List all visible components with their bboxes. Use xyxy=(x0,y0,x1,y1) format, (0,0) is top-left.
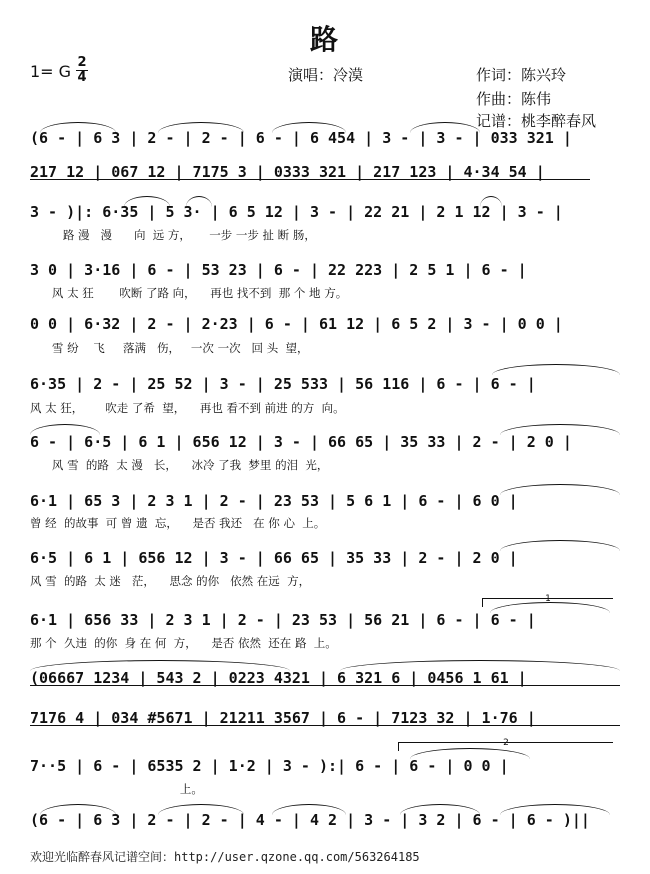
lyric-line-13: 上。 xyxy=(30,782,203,796)
tie-arc xyxy=(186,196,212,207)
footer-note: 欢迎光临醉春风记谱空间：http://user.qzone.qq.com/563264185 xyxy=(30,850,420,864)
score-line-5: 0 0 | 6·32 | 2 - | 2·23 | 6 - | 61 12 | 6 5 2 | 3 - | 0 0 | xyxy=(30,315,563,333)
score-line-10: 6·1 | 656 33 | 2 3 1 | 2 - | 23 53 | 56 21 | 6 - | 6 - | xyxy=(30,611,536,629)
lyric-line-6: 风 太 狂， 吹走 了希 望， 再也 看不到 前进 的方 向。 xyxy=(30,401,345,415)
volta-2-label: 2 xyxy=(503,738,509,748)
time-signature-top: 2 xyxy=(77,55,87,70)
tie-arc xyxy=(492,364,620,375)
tie-arc xyxy=(158,122,244,133)
score-line-14: (6 - | 6 3 | 2 - | 2 - | 4 - | 4 2 | 3 - | 3 2 | 6 - | 6 - )|| xyxy=(30,811,590,829)
lyricist-credit: 作词：陈兴玲 xyxy=(476,66,567,84)
lyric-line-5: 雪 纷 飞 落满 伤， 一次 一次 回 头 望， xyxy=(30,341,309,355)
tie-arc xyxy=(500,540,620,551)
key-signature: 1= G xyxy=(30,62,72,81)
lyric-line-4: 风 太 狂 吹断 了路 向， 再也 找不到 那 个 地 方。 xyxy=(30,286,348,300)
score-line-4: 3 0 | 3·16 | 6 - | 53 23 | 6 - | 22 223 | 2 5 1 | 6 - | xyxy=(30,261,527,279)
tie-arc xyxy=(40,122,116,133)
tie-arc xyxy=(480,196,502,207)
volta-1-label: 1 xyxy=(545,594,551,604)
tie-arc xyxy=(410,122,480,133)
tie-arc xyxy=(40,804,116,815)
score-line-12: 7176 4 | 034 #5671 | 21211 3567 | 6 - | 7123 32 | 1·76 | xyxy=(30,709,536,727)
tie-arc xyxy=(400,804,480,815)
score-line-2: 217 12 | 067 12 | 7175 3 | 0333 321 | 217 123 | 4·34 54 | xyxy=(30,163,545,181)
score-line-11: (06667 1234 | 543 2 | 0223 4321 | 6 321 6 | 0456 1 61 | xyxy=(30,669,527,687)
transcriber-credit: 记谱：桃李醉春风 xyxy=(476,112,597,130)
tie-arc xyxy=(30,424,100,435)
score-line-13: 7··5 | 6 - | 6535 2 | 1·2 | 3 - ):| 6 - | 6 - | 0 0 | xyxy=(30,757,509,775)
lyric-line-7: 风 雪 的路 太 漫 长， 冰冷 了我 梦里 的泪 光， xyxy=(30,458,329,472)
lyric-line-8: 曾 经 的故事 可 曾 遗 忘， 是否 我还 在 你 心 上。 xyxy=(30,516,326,530)
score-line-3: 3 - )|: 6·35 | 5 3· | 6 5 12 | 3 - | 22 21 | 2 1 12 | 3 - | xyxy=(30,203,563,221)
score-line-8: 6·1 | 65 3 | 2 3 1 | 2 - | 23 53 | 5 6 1 | 6 - | 6 0 | xyxy=(30,492,518,510)
lyric-line-3: 路 漫 漫 向 远 方， 一步 一步 扯 断 肠， xyxy=(30,228,316,242)
tie-arc xyxy=(158,804,244,815)
beam-underline xyxy=(30,179,590,180)
tie-arc xyxy=(272,804,346,815)
beam-underline xyxy=(30,725,620,726)
composer-credit: 作曲：陈伟 xyxy=(476,90,552,108)
tie-arc xyxy=(30,660,290,671)
tie-arc xyxy=(340,660,620,671)
score-line-1: (6 - | 6 3 | 2 - | 2 - | 6 - | 6 454 | 3 - | 3 - | 033 321 | xyxy=(30,129,572,147)
lyric-line-9: 风 雪 的路 太 迷 茫， 思念 的你 依然 在远 方， xyxy=(30,574,311,588)
score-line-9: 6·5 | 6 1 | 656 12 | 3 - | 66 65 | 35 33 | 2 - | 2 0 | xyxy=(30,549,518,567)
singer-credit: 演唱：冷漠 xyxy=(288,66,364,84)
song-title: 路 xyxy=(309,25,340,56)
tie-arc xyxy=(272,122,346,133)
lyric-line-10: 那 个 久违 的你 身 在 何 方， 是否 依然 还在 路 上。 xyxy=(30,636,337,650)
tie-arc xyxy=(500,804,610,815)
time-signature xyxy=(76,57,88,84)
time-signature-bottom: 4 xyxy=(77,70,87,85)
tie-arc xyxy=(500,484,620,495)
score-line-6: 6·35 | 2 - | 25 52 | 3 - | 25 533 | 56 116 | 6 - | 6 - | xyxy=(30,375,536,393)
tie-arc xyxy=(124,196,170,207)
tie-arc xyxy=(500,424,620,435)
beam-underline xyxy=(30,685,620,686)
score-line-7: 6 - | 6·5 | 6 1 | 656 12 | 3 - | 66 65 | 35 33 | 2 - | 2 0 | xyxy=(30,433,572,451)
